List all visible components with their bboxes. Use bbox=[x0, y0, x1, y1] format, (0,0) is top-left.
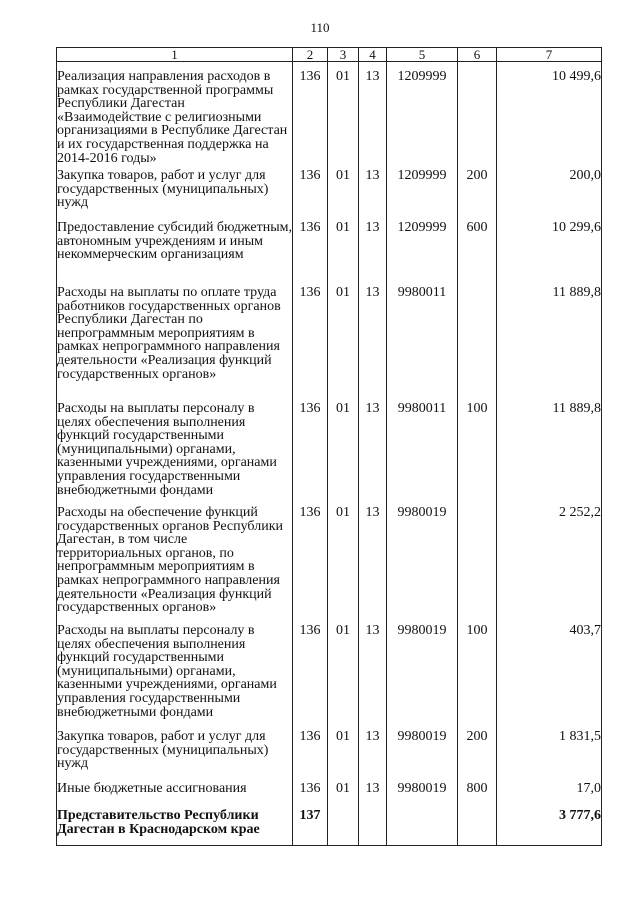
table-header-row bbox=[57, 48, 602, 62]
table-row bbox=[57, 624, 602, 730]
row-code-5: 1209999 bbox=[387, 221, 458, 286]
table-row bbox=[57, 221, 602, 286]
table-row-subtotal bbox=[57, 809, 602, 846]
table-row bbox=[57, 402, 602, 506]
column-header-3: 3 bbox=[328, 48, 359, 62]
row-code-2: 136 bbox=[293, 62, 328, 170]
row-code-4: 13 bbox=[359, 506, 387, 624]
row-name: Реализация направления расходов в рамках государственной программы Республики Дагестан «Взаимодействие с религиозными организациями в Республике Дагестан и их государственная поддержка на 2014-2016 годы» bbox=[57, 62, 293, 170]
row-code-5: 9980019 bbox=[387, 506, 458, 624]
column-header-4: 4 bbox=[359, 48, 387, 62]
row-code-4: 13 bbox=[359, 730, 387, 782]
row-code-2: 136 bbox=[293, 286, 328, 402]
row-code-6: 200 bbox=[458, 169, 497, 221]
row-name: Расходы на выплаты по оплате труда работников государственных органов Республики Дагестан по непрограммным мероприятиям в рамках непрограммного направления деятельности «Реализация функций государственных органов» bbox=[57, 286, 293, 402]
row-code-6 bbox=[458, 809, 497, 846]
row-amount: 200,0 bbox=[497, 169, 602, 221]
row-code-4: 13 bbox=[359, 286, 387, 402]
row-code-5: 1209999 bbox=[387, 169, 458, 221]
row-code-4: 13 bbox=[359, 62, 387, 170]
row-code-3 bbox=[328, 809, 359, 846]
row-code-2: 137 bbox=[293, 809, 328, 846]
row-amount: 11 889,8 bbox=[497, 286, 602, 402]
row-code-5: 9980019 bbox=[387, 782, 458, 809]
row-code-4: 13 bbox=[359, 782, 387, 809]
row-amount: 403,7 bbox=[497, 624, 602, 730]
row-code-4: 13 bbox=[359, 402, 387, 506]
row-code-6: 800 bbox=[458, 782, 497, 809]
row-code-4: 13 bbox=[359, 221, 387, 286]
row-code-6: 100 bbox=[458, 624, 497, 730]
row-name: Закупка товаров, работ и услуг для государственных (муниципальных) нужд bbox=[57, 169, 293, 221]
table-row bbox=[57, 169, 602, 221]
row-code-3: 01 bbox=[328, 730, 359, 782]
row-code-4: 13 bbox=[359, 169, 387, 221]
table-row bbox=[57, 506, 602, 624]
row-name: Представительство Республики Дагестан в Краснодарском крае bbox=[57, 809, 293, 846]
row-name: Расходы на обеспечение функций государственных органов Республики Дагестан, в том числе территориальных органов, по непрограммным мероприятиям в рамках непрограммного направления деятельности «Реализация функций государственных органов» bbox=[57, 506, 293, 624]
row-name: Предоставление субсидий бюджетным, автономным учреждениям и иным некоммерческим организациям bbox=[57, 221, 293, 286]
row-code-5 bbox=[387, 809, 458, 846]
row-code-3: 01 bbox=[328, 624, 359, 730]
column-header-2: 2 bbox=[293, 48, 328, 62]
page-number: 110 bbox=[310, 20, 330, 35]
row-code-2: 136 bbox=[293, 221, 328, 286]
table-row bbox=[57, 782, 602, 809]
row-amount: 11 889,8 bbox=[497, 402, 602, 506]
row-name: Расходы на выплаты персоналу в целях обеспечения выполнения функций государственными (муниципальными) органами, казенными учреждениями, органами управления государственными внебюджетными фондами bbox=[57, 402, 293, 506]
row-code-2: 136 bbox=[293, 402, 328, 506]
row-code-6: 600 bbox=[458, 221, 497, 286]
row-code-3: 01 bbox=[328, 221, 359, 286]
row-code-5: 9980011 bbox=[387, 286, 458, 402]
row-amount: 2 252,2 bbox=[497, 506, 602, 624]
row-code-2: 136 bbox=[293, 624, 328, 730]
row-code-2: 136 bbox=[293, 506, 328, 624]
row-code-5: 9980019 bbox=[387, 624, 458, 730]
row-code-4: 13 bbox=[359, 624, 387, 730]
row-code-6: 200 bbox=[458, 730, 497, 782]
table-row bbox=[57, 286, 602, 402]
row-code-6 bbox=[458, 506, 497, 624]
column-header-5: 5 bbox=[387, 48, 458, 62]
row-code-2: 136 bbox=[293, 782, 328, 809]
column-header-1: 1 bbox=[57, 48, 293, 62]
row-amount: 17,0 bbox=[497, 782, 602, 809]
row-amount: 1 831,5 bbox=[497, 730, 602, 782]
budget-table bbox=[56, 47, 602, 846]
row-name: Расходы на выплаты персоналу в целях обеспечения выполнения функций государственными (муниципальными) органами, казенными учреждениями, органами управления государственными внебюджетными фондами bbox=[57, 624, 293, 730]
row-code-3: 01 bbox=[328, 402, 359, 506]
row-code-4 bbox=[359, 809, 387, 846]
row-amount: 3 777,6 bbox=[497, 809, 602, 846]
row-code-6 bbox=[458, 62, 497, 170]
row-code-5: 1209999 bbox=[387, 62, 458, 170]
row-name: Закупка товаров, работ и услуг для государственных (муниципальных) нужд bbox=[57, 730, 293, 782]
row-code-3: 01 bbox=[328, 782, 359, 809]
row-code-6: 100 bbox=[458, 402, 497, 506]
table-body bbox=[57, 62, 602, 846]
column-header-7: 7 bbox=[497, 48, 602, 62]
row-code-3: 01 bbox=[328, 506, 359, 624]
table-row bbox=[57, 62, 602, 170]
row-amount: 10 499,6 bbox=[497, 62, 602, 170]
column-header-6: 6 bbox=[458, 48, 497, 62]
row-amount: 10 299,6 bbox=[497, 221, 602, 286]
row-code-3: 01 bbox=[328, 169, 359, 221]
row-code-6 bbox=[458, 286, 497, 402]
row-code-2: 136 bbox=[293, 730, 328, 782]
row-code-3: 01 bbox=[328, 286, 359, 402]
row-code-5: 9980011 bbox=[387, 402, 458, 506]
row-code-3: 01 bbox=[328, 62, 359, 170]
row-code-2: 136 bbox=[293, 169, 328, 221]
row-code-5: 9980019 bbox=[387, 730, 458, 782]
row-name: Иные бюджетные ассигнования bbox=[57, 782, 293, 809]
table-row bbox=[57, 730, 602, 782]
